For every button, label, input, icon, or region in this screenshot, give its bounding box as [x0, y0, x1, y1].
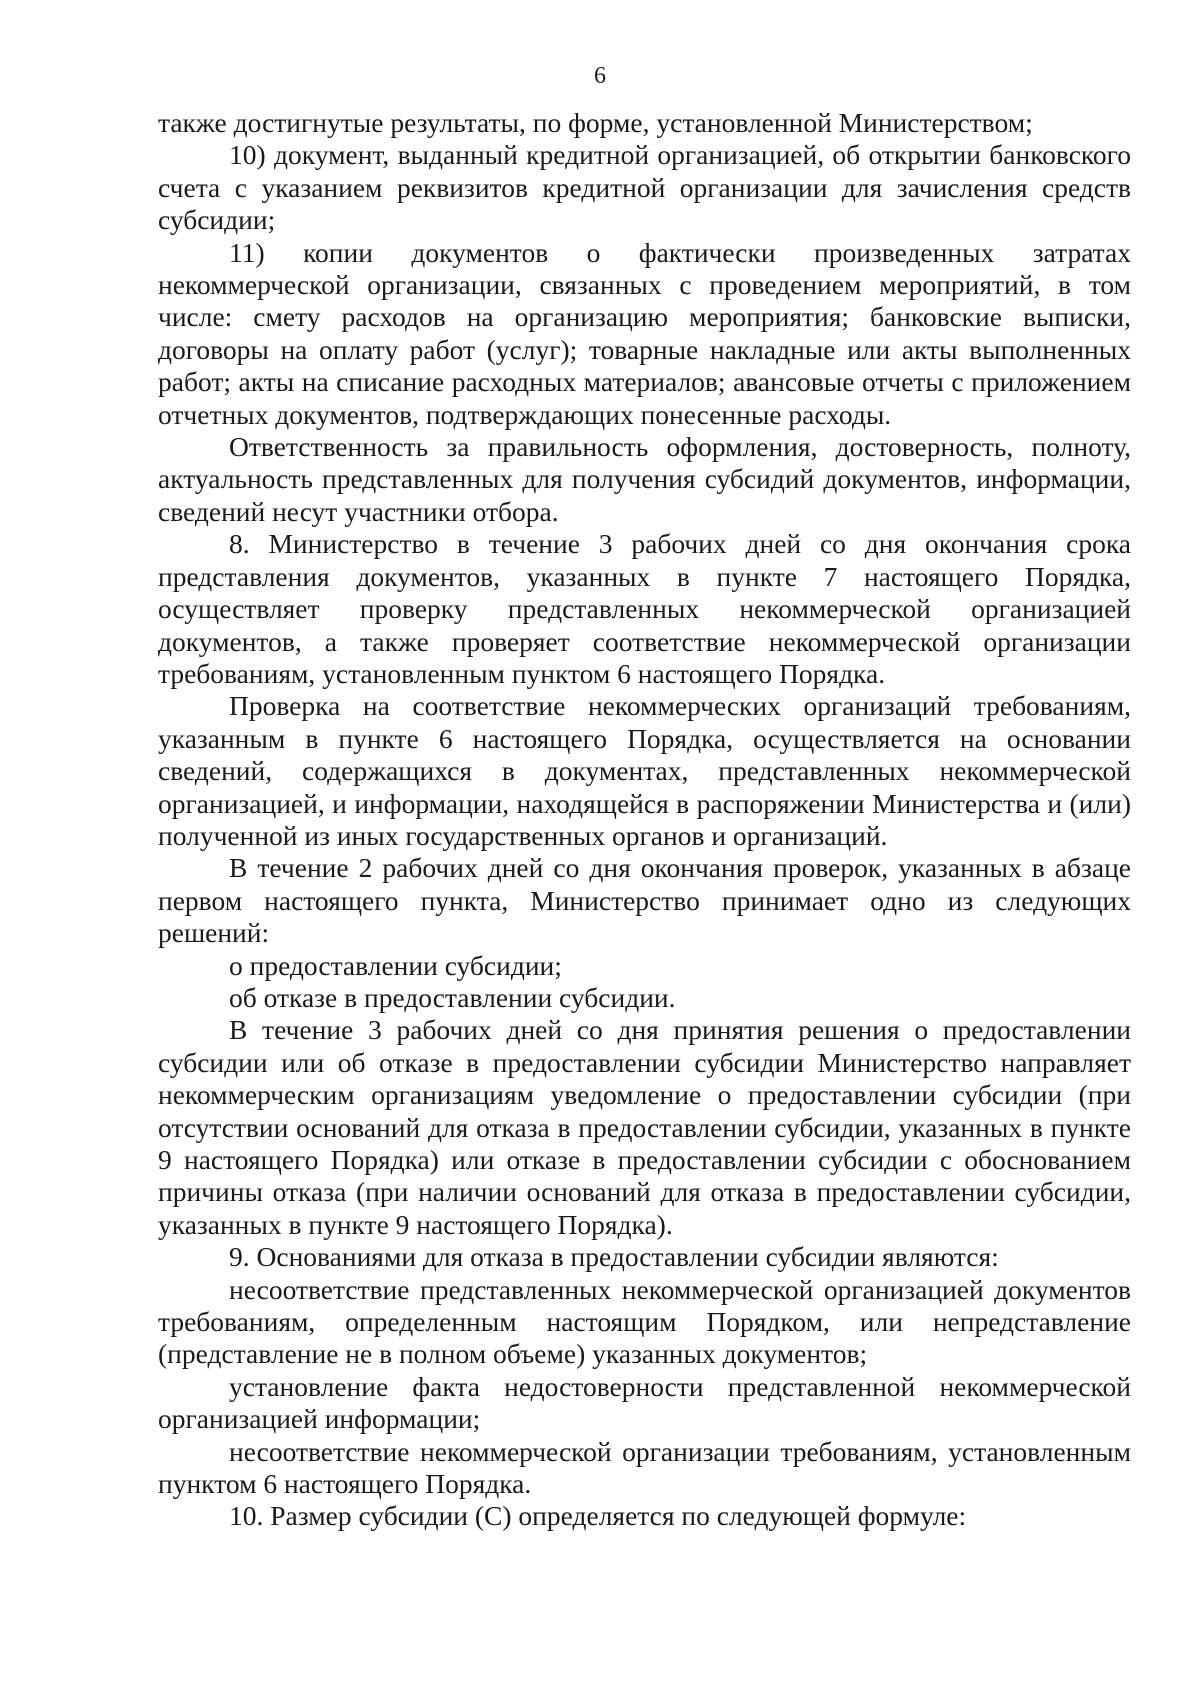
- paragraph: несоответствие некоммерческой организации требованиям, установленным пунктом 6 настоящего Порядка.: [158, 1435, 1131, 1500]
- paragraph: об отказе в предоставлении субсидии.: [229, 981, 676, 1013]
- paragraph: В течение 3 рабочих дней со дня принятия решения о предоставлении субсидии или об отказе в предоставлении субсидии Министерство направляет некоммерческим организациям уведомление о предоставлении субсидии (при отсутствии оснований для отказа в предоставлении субсидии, указанных в пункте 9 настоящего Порядка) или отказе в предоставлении субсидии с обоснованием причины отказа (при наличии оснований для отказа в предоставлении субсидии, указанных в пункте 9 настоящего Порядка).: [158, 1014, 1131, 1240]
- paragraph: 10) документ, выданный кредитной организацией, об открытии банковского счета с указанием реквизитов кредитной организации для зачисления средств субсидии;: [158, 139, 1131, 236]
- document-body: [158, 107, 1131, 1533]
- paragraph: Ответственность за правильность оформления, достоверность, полноту, актуальность представленных для получения субсидий документов, информации, сведений несут участники отбора.: [158, 431, 1131, 527]
- paragraph: также достигнутые результаты, по форме, установленной Министерством;: [158, 107, 1033, 138]
- paragraph: 11) копии документов о фактически произведенных затратах некоммерческой организации, связанных с проведением мероприятий, в том числе: смету расходов на организацию мероприятия; банковские выписки, договоры на оплату работ (услуг); товарные накладные или акты выполненных работ; акты на списание расходных материалов; авансовые отчеты с приложением отчетных документов, подтверждающих понесенные расходы.: [158, 236, 1131, 430]
- paragraph: несоответствие представленных некоммерческой организацией документов требованиям, определенным настоящим Порядком, или непредставление (представление не в полном объеме) указанных документов;: [158, 1273, 1131, 1370]
- paragraph: 10. Размер субсидии (С) определяется по следующей формуле:: [229, 1500, 967, 1532]
- paragraph: установление факта недостоверности представленной некоммерческой организацией информации;: [158, 1370, 1131, 1435]
- paragraph: о предоставлении субсидии;: [229, 949, 562, 981]
- paragraph: 8. Министерство в течение 3 рабочих дней со дня окончания срока представления документов, указанных в пункте 7 настоящего Порядка, осуществляет проверку представленных некоммерческой организацией документов, а также проверяет соответствие некоммерческой организации требованиям, установленным пунктом 6 настоящего Порядка.: [158, 528, 1131, 689]
- page-number: 6: [594, 63, 606, 89]
- paragraph: В течение 2 рабочих дней со дня окончания проверок, указанных в абзаце первом настоящего пункта, Министерство принимает одно из следующих решений:: [158, 852, 1131, 949]
- paragraph: 9. Основаниями для отказа в предоставлении субсидии являются:: [229, 1241, 999, 1273]
- paragraph: Проверка на соответствие некоммерческих организаций требованиям, указанным в пункте 6 настоящего Порядка, осуществляется на основании сведений, содержащихся в документах, представленных некоммерческой организацией, и информации, находящейся в распоряжении Министерства и (или) полученной из иных государственных органов и организаций.: [158, 690, 1131, 851]
